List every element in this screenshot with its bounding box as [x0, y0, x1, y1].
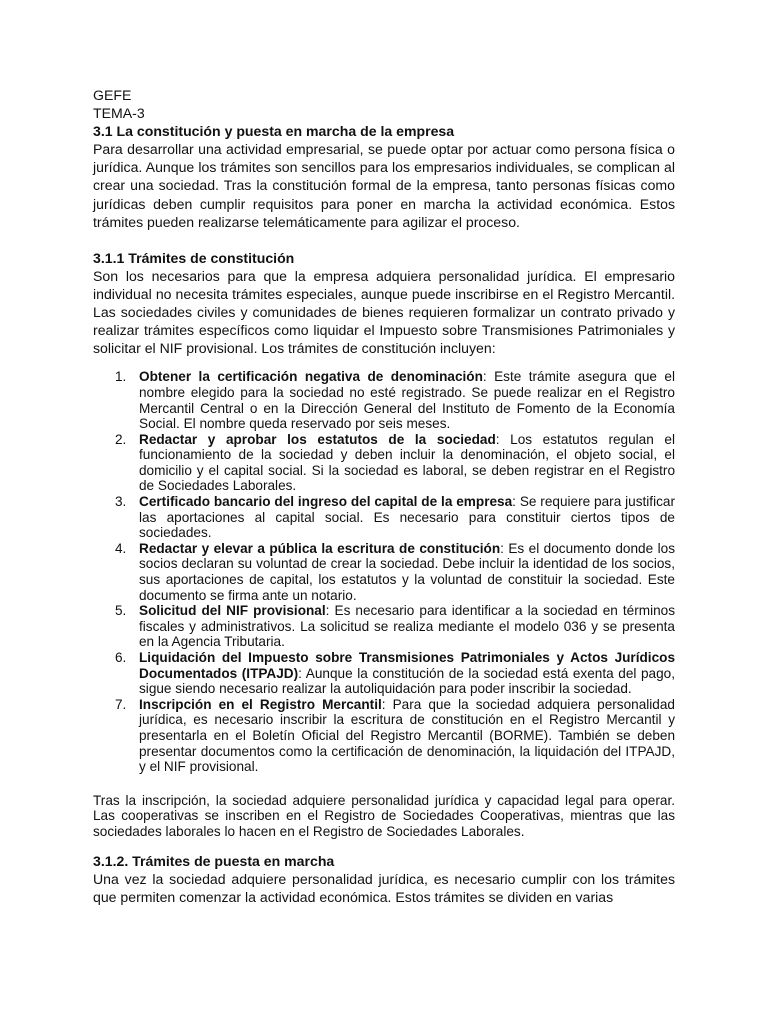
list-item	[93, 603, 675, 650]
list-item-number: 4.	[115, 540, 127, 556]
list-item-title: Inscripción en el Registro Mercantil	[139, 696, 382, 712]
list-item	[93, 541, 675, 603]
list-item	[93, 432, 675, 494]
list-item	[93, 650, 675, 697]
list-item-title: Solicitud del NIF provisional	[139, 603, 326, 619]
list-item-title: Redactar y aprobar los estatutos de la sociedad	[139, 431, 496, 447]
list-item-title: Obtener la certificación negativa de denominación	[139, 369, 483, 385]
section-3-1-1-heading: 3.1.1 Trámites de constitución	[93, 249, 295, 266]
list-item-number: 3.	[115, 494, 127, 510]
list-item-text: : Es necesario para identificar a la sociedad en términos fiscales y administrativos. La solicitud se realiza mediante el modelo 036 y se presenta en la Agencia Tributaria.	[139, 603, 676, 650]
list-item-number: 2.	[115, 431, 127, 447]
section-3-1-heading: 3.1 La constitución y puesta en marcha de la empresa	[93, 123, 455, 140]
topic-label: TEMA-3	[93, 105, 145, 122]
document-body	[93, 86, 675, 906]
list-item-title: Certificado bancario del ingreso del capital de la empresa	[139, 494, 513, 510]
list-item	[93, 369, 675, 431]
list-item-number: 6.	[115, 650, 127, 665]
list-item-number: 5.	[115, 603, 127, 619]
list-item-title: Redactar y elevar a pública la escritura de constitución	[139, 540, 501, 556]
list-item-text: : Se requiere para justificar las aportaciones al capital social. Es necesario para constituir ciertos tipos de sociedades.	[139, 494, 675, 541]
list-item-text: : Aunque la constitución de la sociedad está exenta del pago, sigue siendo necesario realizar la autoliquidación para poder inscribir la sociedad.	[139, 665, 675, 697]
list-item-text: : Los estatutos regulan el funcionamiento de la sociedad y deben incluir la denominación, el objeto social, el domicilio y el capital social. Si la sociedad es laboral, se deben registrar en el Registro de Sociedades Laborales.	[139, 431, 675, 494]
list-item-number: 7.	[115, 696, 127, 712]
section-3-1-1-closing: Tras la inscripción, la sociedad adquiere personalidad jurídica y capacidad legal para operar. Las cooperativas se inscriben en el Registro de Sociedades Cooperativas, mientras que las sociedades laborales lo hacen en el Registro de Sociedades Laborales.	[93, 792, 675, 839]
list-item-text: : Es el documento donde los socios declaran su voluntad de crear la sociedad. Debe incluir la identidad de los socios, sus aportaciones de capital, los estatutos y la voluntad de constituir la sociedad. Este documento se firma ante un notario.	[139, 540, 675, 603]
list-item	[93, 697, 675, 775]
section-3-1-paragraph: Para desarrollar una actividad empresarial, se puede optar por actuar como persona física o jurídica. Aunque los trámites son sencillos para los empresarios individuales, se complican al crear una sociedad. Tras la constitución formal de la empresa, tanto personas físicas como jurídicas deben cumplir requisitos para poner en marcha la actividad económica. Estos trámites pueden realizarse telemáticamente para agilizar el proceso.	[93, 141, 675, 230]
section-3-1-2-paragraph: Una vez la sociedad adquiere personalidad jurídica, es necesario cumplir con los trámites que permiten comenzar la actividad económica. Estos trámites se dividen en varias	[93, 870, 675, 905]
section-3-1-1-paragraph: Son los necesarios para que la empresa adquiera personalidad jurídica. El empresario individual no necesita trámites especiales, aunque puede inscribirse en el Registro Mercantil. Las sociedades civiles y comunidades de bienes requieren formalizar un contrato privado y realizar trámites específicos como liquidar el Impuesto sobre Transmisiones Patrimoniales y solicitar el NIF provisional. Los trámites de constitución incluyen:	[93, 267, 675, 357]
list-item-text: : Este trámite asegura que el nombre elegido para la sociedad no esté registrado. Se puede realizar en el Registro Mercantil Central o en la Dirección General del Instituto de Fomento de la Economía Social. El nombre queda reservado por seis meses.	[139, 369, 675, 432]
section-3-1-2-heading: 3.1.2. Trámites de puesta en marcha	[93, 852, 335, 869]
course-code: GEFE	[93, 87, 132, 103]
list-item-number: 1.	[115, 369, 127, 385]
constitution-steps-list	[93, 369, 675, 774]
list-item-text: : Para que la sociedad adquiera personalidad jurídica, es necesario inscribir la escritura de constitución en el Registro Mercantil y presentarla en el Boletín Oficial del Registro Mercantil (BORME). También se deben presentar documentos como la certificación de denominación, la liquidación del ITPAJD, y el NIF provisional.	[139, 696, 675, 775]
list-item	[93, 494, 675, 541]
list-item-title: Liquidación del Impuesto sobre Transmisiones Patrimoniales y Actos Jurídicos Documentados (ITPAJD)	[139, 650, 675, 681]
